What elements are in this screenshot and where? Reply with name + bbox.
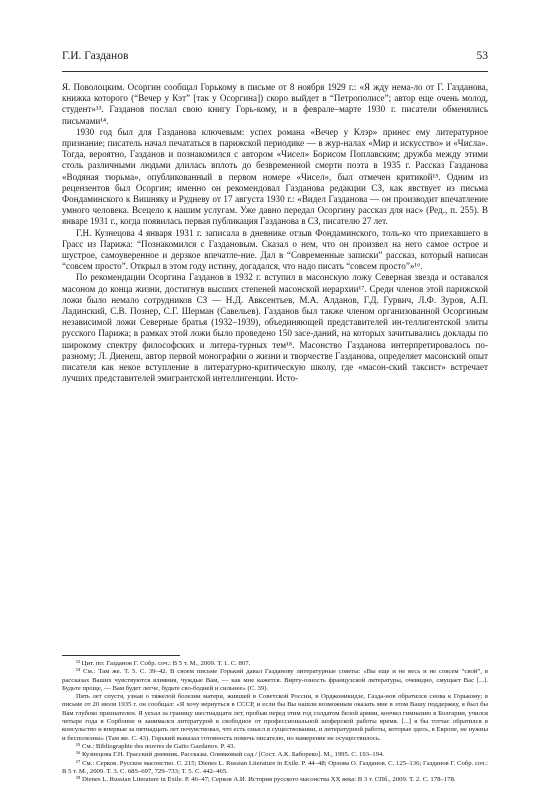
footnote-rule [62, 655, 180, 656]
footnote: ¹⁴ См.: Там же. Т. 5. С. 39–42. В своем письме Горький давал Газданову литературные советы: «Вы еще и не весь и не совсем “свой”, в рассказах Ваших чувствуются влияния, чуждые Вам, — как мне кажется. Вирту-озность французской литературы, очевидно, смущает Вас [...]. Будьте проще, — Вам будет легче, будьте сво-бодней и сильнее» (С. 39). [62, 668, 488, 692]
footnote: ¹⁶ Кузнецова Г.Н. Грасский дневник. Рассказы. Оливковый сад / [Сост. А.К. Бабореко]. М., 1995. С. 193–194. [76, 751, 385, 759]
running-title: Г.И. Газданов [62, 50, 129, 62]
footnote: ¹⁸ Dienes L. Russian Literature in Exile. P. 46–47; Серков А.И. История русского масонства XX века: В 3 т. СПб., 2009. Т. 2. С. 178–178. [76, 776, 456, 784]
paragraph: По рекомендации Осоргина Газданов в 1932 г. вступил в масонскую ложу Северная звезда и оставался масоном до конца жизни, достигнув высших степеней масонской иерархии¹⁷. Среди членов этой парижской ложи было немало сотрудников СЗ — Н.Д. Авксентьев, М.А. Алданов, Г.Д. Гурвич, Л.Ф. Зуров, А.П. Ладинский, С.В. Познер, С.Г. Шерман (Савельев). Газданов был также членом организованной Осоргиным независимой ложи Северные братья (1932–1939), объединяющей представителей ин-теллигентской элиты русского Парижа; в рамках этой ложи было проведено 150 засе-даний, на которых зачитывались доклады по широкому спектру философских и литера-турных тем¹⁸. Масонство Газданова интерпретировалось по-разному; Л. Диенеш, автор первой монографии о жизни и творчестве Газданова, определяет масонский опыт писателя как некое вступление в литературно-критическую школу, где «масон-ский таксист» встречает лучших представителей эмигрантской интеллигенции. Исто- [62, 272, 488, 384]
footnote: ¹⁵ См.: Bibliographie des œuvres de Gaïto Gazdanov. P. 43. [76, 742, 236, 750]
footnote: Пять лет спустя, узнав о тяжелой болезни матери, жившей в Советской России, в Орджоникидзе, Газда-нов обратился снова к Горькому; в письме от 20 июля 1935 г. он сообщал: «Я хочу вернуться в СССР, и если бы Вы нашли возможным оказать мне в этом Вашу поддержку, я был бы Вам глубоко признателен. Я уехал за границу шестнадцати лет, пробыв перед этим год солдатом белой армии, кончил гимназию в Болгарии, учился четыре года в Сорбонне и занимался литературой в свободное от профессиональной шоферской работы время. [...] я бы тотчас обратился в консульство и впервые за пятнадцать лет почувствовал, что есть смысл в существовании, и литературной работы, которые здесь, в Европе, не нужны и бесполезны» (Там же. С. 43). Горький выказал готовность помочь писателю, но намерение не осуществилось. [62, 693, 488, 742]
footnote: ¹³ Цит. по: Газданов Г. Собр. соч.: В 5 т. М., 2009. Т. 1. С. 807. [76, 660, 251, 667]
paragraph: 1930 год был для Газданова ключевым: успех романа «Вечер у Клэр» принес ему литературное признание; писатель начал печататься в парижской периодике — в жур-налах «Мир и искусство» и «Числа». Тогда, вероятно, Газданов и познакомился с автором «Чисел» Борисом Поплавским; дружба между этими столь различными людьми длилась вплоть до безвременной смерти поэта в 1935 г. Рассказ Газданова «Водяная тюрьма», опубликованный в первом номере «Чисел», был отмечен критикой¹⁵. Одним из рецензентов был Осоргин; именно он рекомендовал Газданова редакции СЗ, как явствует из письма Фондаминского к Вишняку и Рудневу от 17 августа 1930 г.: «Видел Газданова — он производит впечатление умного человека. Всецело к нашим услугам. Уже давно передал Осоргину рассказ для нас» (Ред., п. 255). В январе 1931 г., когда появилась первая публикация Газданова в СЗ, писателю 27 лет. [62, 126, 488, 227]
paragraph: Г.Н. Кузнецова 4 января 1931 г. записала в дневнике отзыв Фондаминского, толь-ко что приехавшего в Грасс из Парижа: “Познакомился с Газдановым. Сказал о нем, что он произвел на него самое острое и шустрое, самоуверенное и дерзкое впечатле-ние. Дал в “Современные записки” рассказ, который написан “совсем просто”. Открыл в этом году истину, догадался, что надо писать “совсем просто”»¹⁶. [62, 227, 488, 272]
footnotes [62, 660, 488, 784]
page-number: 53 [476, 50, 488, 62]
running-header [62, 50, 488, 62]
paragraph: Я. Поволоцким. Осоргин сообщал Горькому в письме от 8 ноября 1929 г.: «Я жду нема-ло от Г. Газданова, книжка которого (“Вечер у Кэт” [так у Осоргина]) скоро выйдет в “Петрополисе”; автор еще очень молод, студент»¹³. Газданов послал свою книгу Горь-кому, и в феврале–марте 1930 г. писатели обменялись письмами¹⁴. [62, 82, 488, 126]
footnote: ¹⁷ См.: Серков. Русское масонство. С. 215; Dienes L. Russian Literature in Exile. P. 44–48; Орлова О. Газданов. С. 125–136; Газданов Г. Собр. соч.: В 5 т. М., 2009. Т. 3. С. 685–697, 729–733; Т. 5. С. 442–465. [62, 759, 488, 775]
main-text [62, 82, 488, 384]
header-rule [62, 71, 488, 72]
